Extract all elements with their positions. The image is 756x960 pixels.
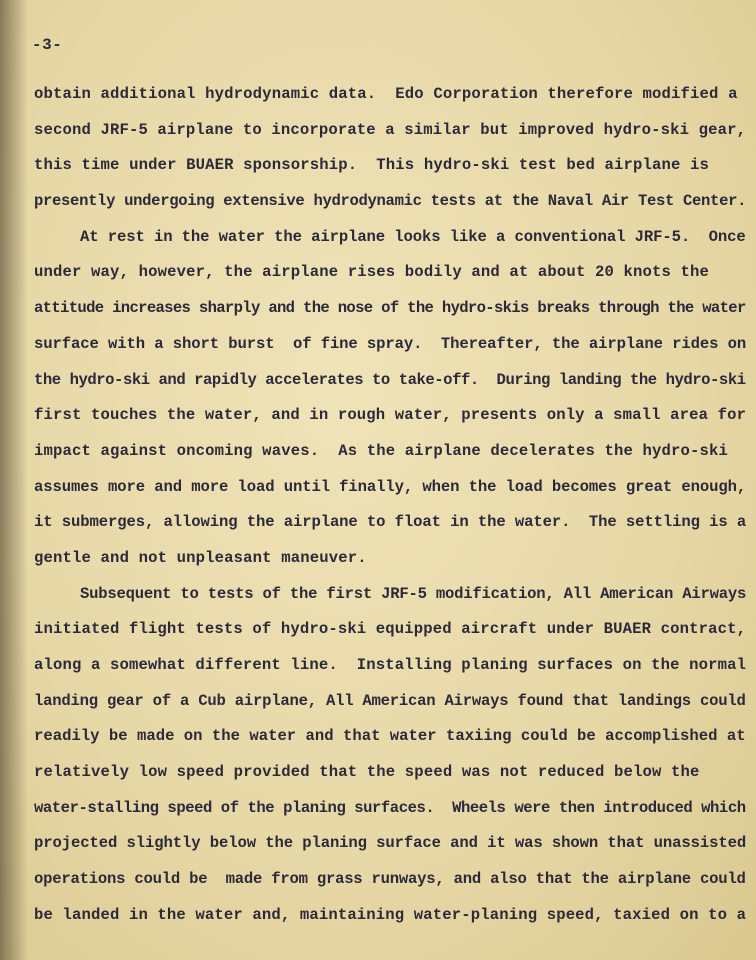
page-edge-shadow: [0, 0, 28, 960]
text-line: this time under BUAER sponsorship. This hydro-ski test bed airplane is: [34, 156, 710, 175]
text-line: first touches the water, and in rough water, presents only a small area for: [34, 406, 747, 425]
text-line: projected slightly below the planing surface and it was shown that unassisted: [34, 834, 747, 853]
text-line: it submerges, allowing the airplane to float in the water. The settling is a: [34, 513, 747, 532]
text-line: obtain additional hydrodynamic data. Edo Corporation therefore modified a: [34, 85, 738, 103]
document-body: [34, 80, 746, 937]
text-line: second JRF-5 airplane to incorporate a similar but improved hydro-ski gear,: [34, 120, 747, 139]
text-line: under way, however, the airplane rises bodily and at about 20 knots the: [34, 263, 710, 282]
text-line: impact against oncoming waves. As the airplane decelerates the hydro-ski: [34, 441, 729, 460]
text-line: the hydro-ski and rapidly accelerates to take-off. During landing the hydro-ski: [34, 370, 746, 389]
paragraph-start-line: At rest in the water the airplane looks like a conventional JRF-5. Once: [80, 227, 746, 246]
page-number: -3-: [32, 36, 63, 54]
text-line: initiated flight tests of hydro-ski equipped aircraft under BUAER contract,: [34, 620, 747, 639]
text-line: attitude increases sharply and the nose of the hydro-skis breaks through the water: [34, 299, 746, 318]
text-line: presently undergoing extensive hydrodynamic tests at the Naval Air Test Center.: [34, 192, 747, 211]
text-line: along a somewhat different line. Installing planing surfaces on the normal: [34, 656, 747, 674]
text-line: relatively low speed provided that the speed was not reduced below the: [34, 763, 700, 782]
text-line: be landed in the water and, maintaining water-planing speed, taxied on to a: [34, 905, 747, 924]
paragraph-start-line: Subsequent to tests of the first JRF-5 modification, All American Airways: [80, 584, 747, 603]
text-line: operations could be made from grass runways, and also that the airplane could: [34, 870, 746, 889]
text-line: surface with a short burst of fine spray. Thereafter, the airplane rides on: [34, 334, 747, 353]
text-line: water-stalling speed of the planing surfaces. Wheels were then introduced which: [34, 798, 746, 817]
text-line: readily be made on the water and that water taxiing could be accomplished at: [34, 727, 746, 746]
text-line: landing gear of a Cub airplane, All American Airways found that landings could: [34, 691, 746, 710]
text-line: gentle and not unpleasant maneuver.: [34, 548, 367, 567]
text-line: assumes more and more load until finally, when the load becomes great enough,: [34, 477, 747, 496]
